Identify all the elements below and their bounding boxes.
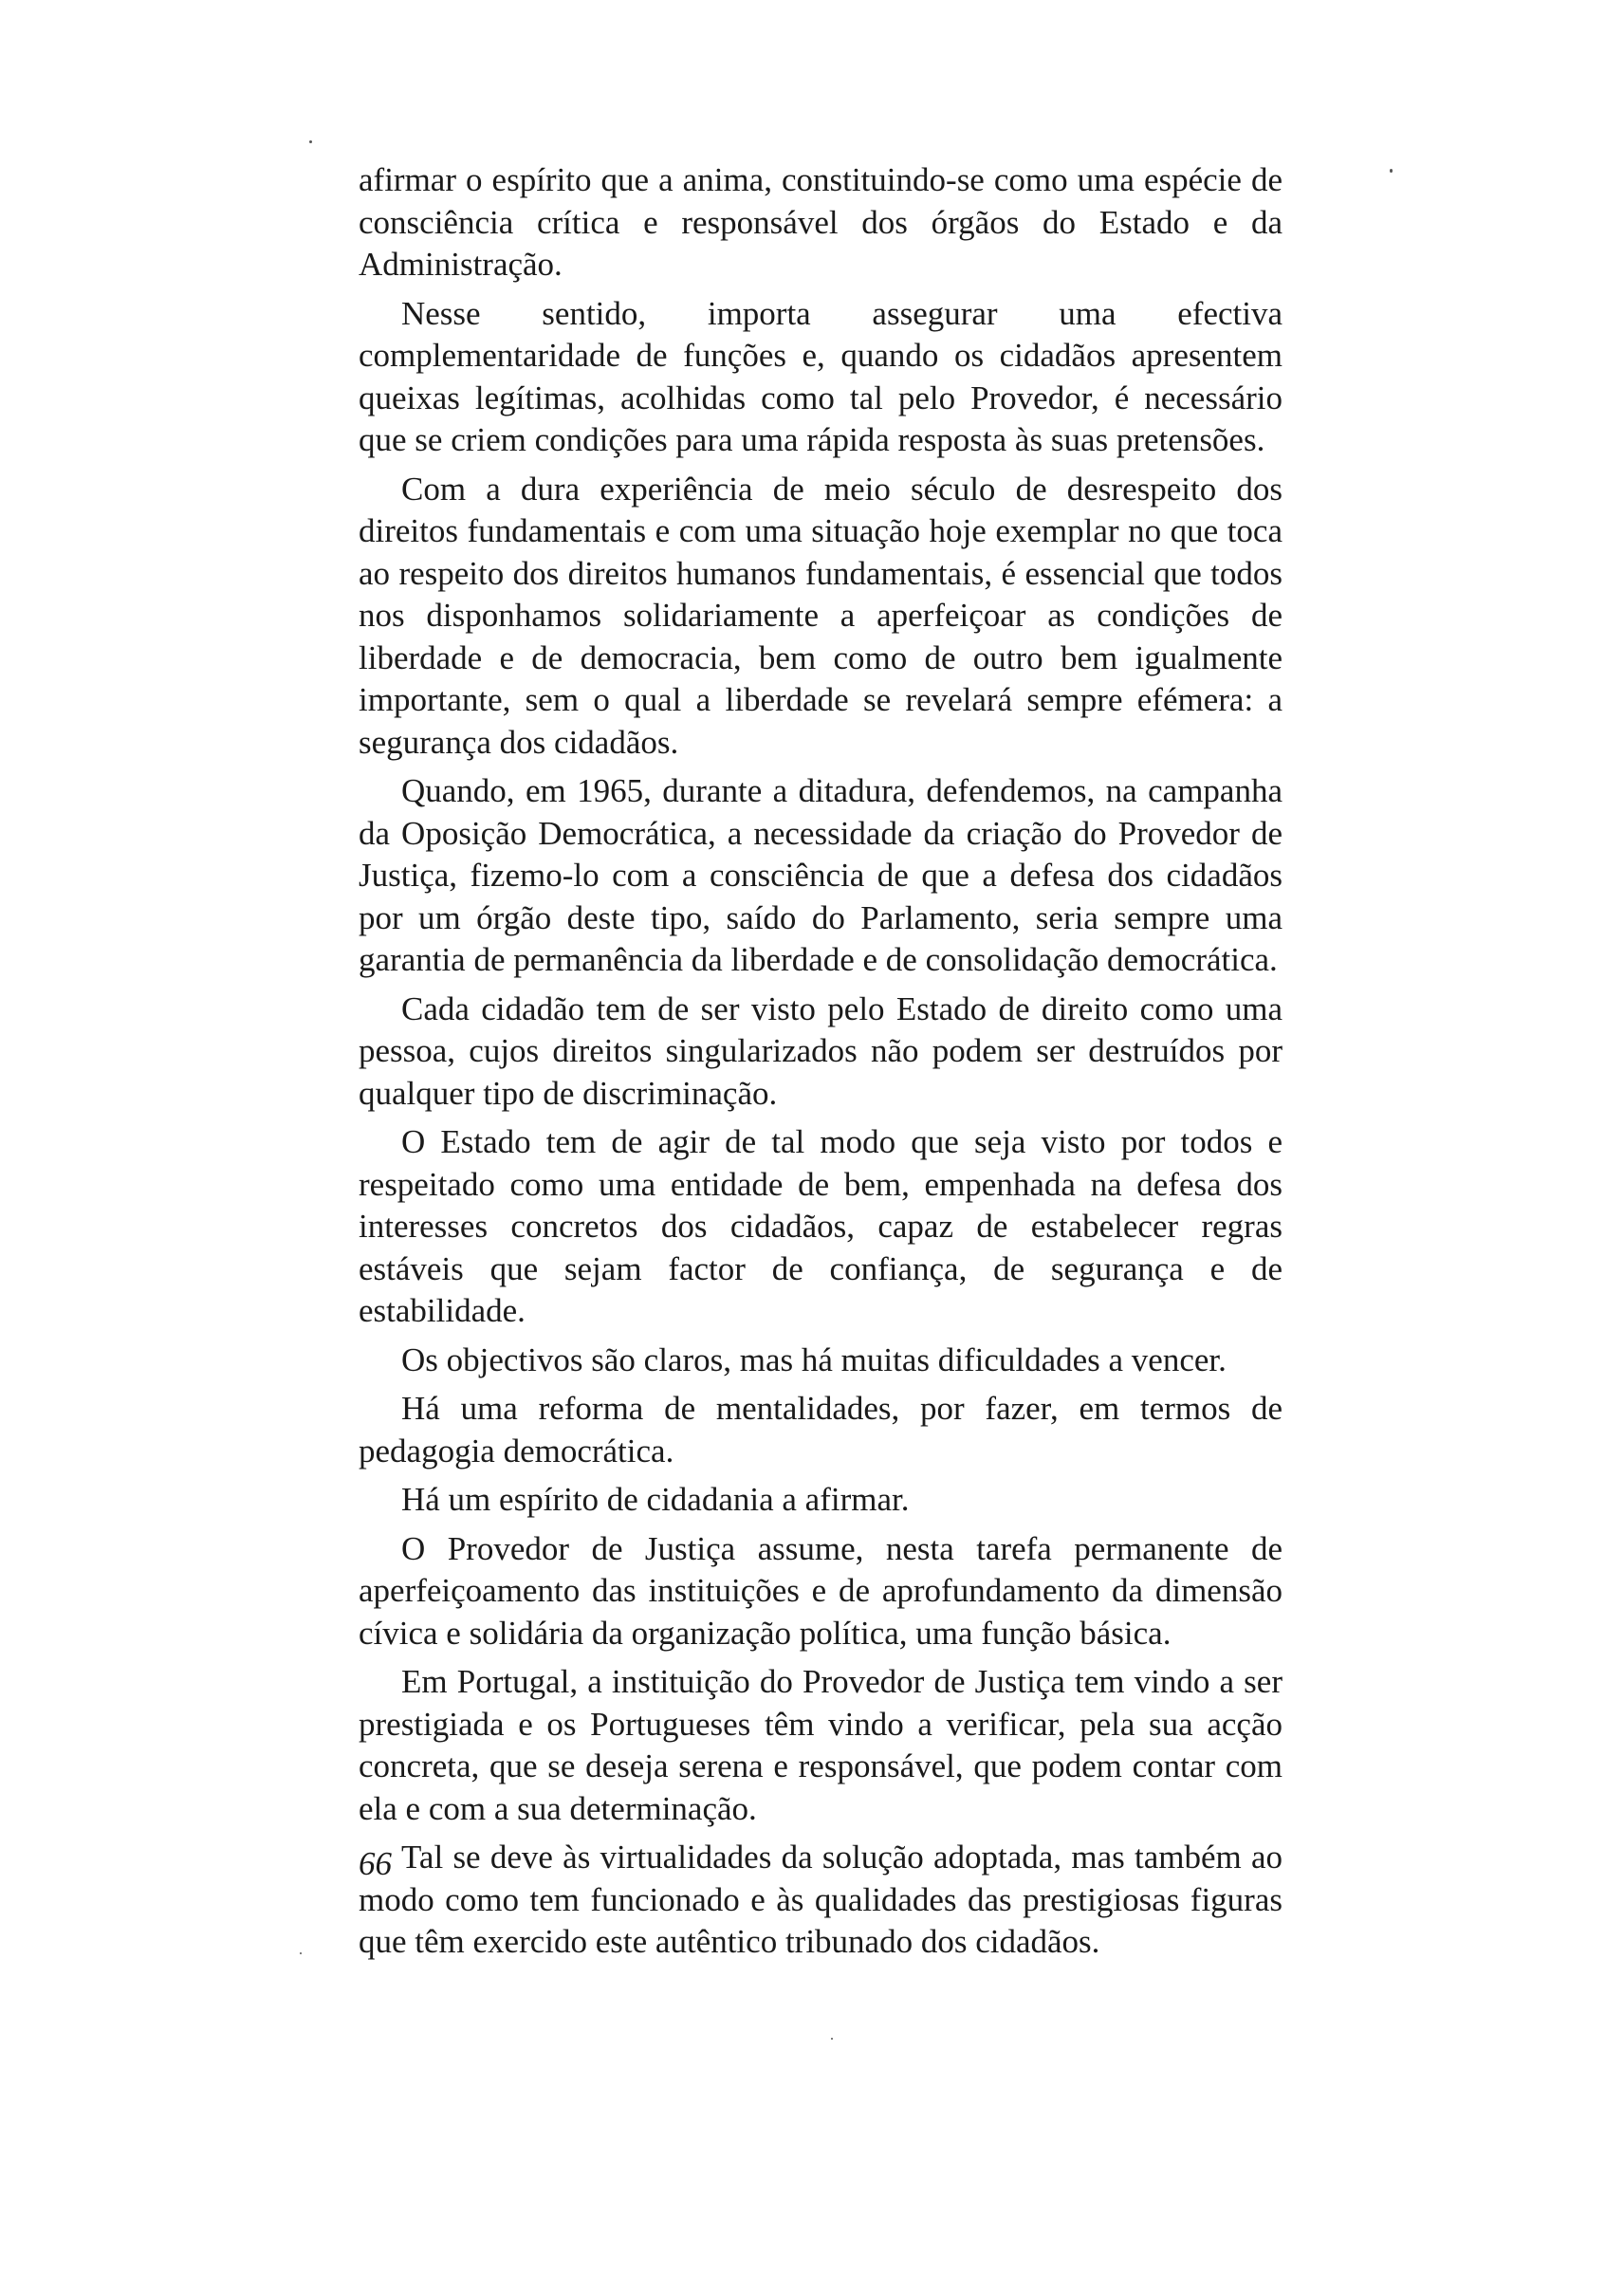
paragraph-6: O Estado tem de agir de tal modo que seja visto por todos e respeitado como uma entidade de bem, empenhada na defesa dos interesses concretos dos cidadãos, capaz de estabelecer regras estáveis que sejam factor de confiança, de segurança e de estabilidade. <box>359 1123 1283 1329</box>
paragraph-2: Nesse sentido, importa assegurar uma efectiva complementaridade de funções e, quando os cidadãos apresentem queixas legítimas, acolhidas como tal pelo Provedor, é necessário que se criem condições para uma rápida resposta às suas pretensões. <box>359 294 1283 458</box>
paragraph-8: Há uma reforma de mentalidades, por fazer, em termos de pedagogia democrática. <box>359 1390 1283 1469</box>
scan-speck <box>309 140 312 143</box>
paragraph-9: Há um espírito de cidadania a afirmar. <box>401 1481 910 1518</box>
paragraph-1: afirmar o espírito que a anima, constituindo-se como uma espécie de consciência crítica e responsável dos órgãos do Estado e da Administração. <box>359 161 1283 283</box>
scan-speck <box>1390 169 1393 173</box>
paragraph-12: Tal se deve às virtualidades da solução adoptada, mas também ao modo como tem funcionado e às qualidades das prestigiosas figuras que têm exercido este autêntico tribunado dos cidadãos. <box>359 1839 1283 1960</box>
scan-speck <box>831 2038 833 2040</box>
page-number: 66 <box>359 1845 392 1882</box>
paragraph-4: Quando, em 1965, durante a ditadura, defendemos, na campanha da Oposição Democrática, a necessidade da criação do Provedor de Justiça, fizemo-lo com a consciência de que a defesa dos cidadãos por um órgão deste tipo, saído do Parlamento, seria sempre uma garantia de permanência da liberdade e de consolidação democrática. <box>359 772 1283 978</box>
body-text <box>359 159 1283 1970</box>
paragraph-3: Com a dura experiência de meio século de desrespeito dos direitos fundamentais e com uma situação hoje exemplar no que toca ao respeito dos direitos humanos fundamentais, é essencial que todos nos disponhamos solidariamente a aperfeiçoar as condições de liberdade e de democracia, bem como de outro bem igualmente importante, sem o qual a liberdade se revelará sempre efémera: a segurança dos cidadãos. <box>359 470 1283 761</box>
paragraph-5: Cada cidadão tem de ser visto pelo Estado de direito como uma pessoa, cujos direitos singularizados não podem ser destruídos por qualquer tipo de discriminação. <box>359 989 1283 1112</box>
paragraph-7: Os objectivos são claros, mas há muitas dificuldades a vencer. <box>401 1340 1227 1378</box>
scan-speck <box>300 1952 302 1954</box>
paragraph-11: Em Portugal, a instituição do Provedor de Justiça tem vindo a ser prestigiada e os Portugueses têm vindo a verificar, pela sua acção concreta, que se deseja serena e responsável, que podem contar com ela e com a sua determinação. <box>359 1663 1283 1827</box>
paragraph-10: O Provedor de Justiça assume, nesta tarefa permanente de aperfeiçoamento das instituições e de aprofundamento da dimensão cívica e solidária da organização política, uma função básica. <box>359 1529 1283 1652</box>
